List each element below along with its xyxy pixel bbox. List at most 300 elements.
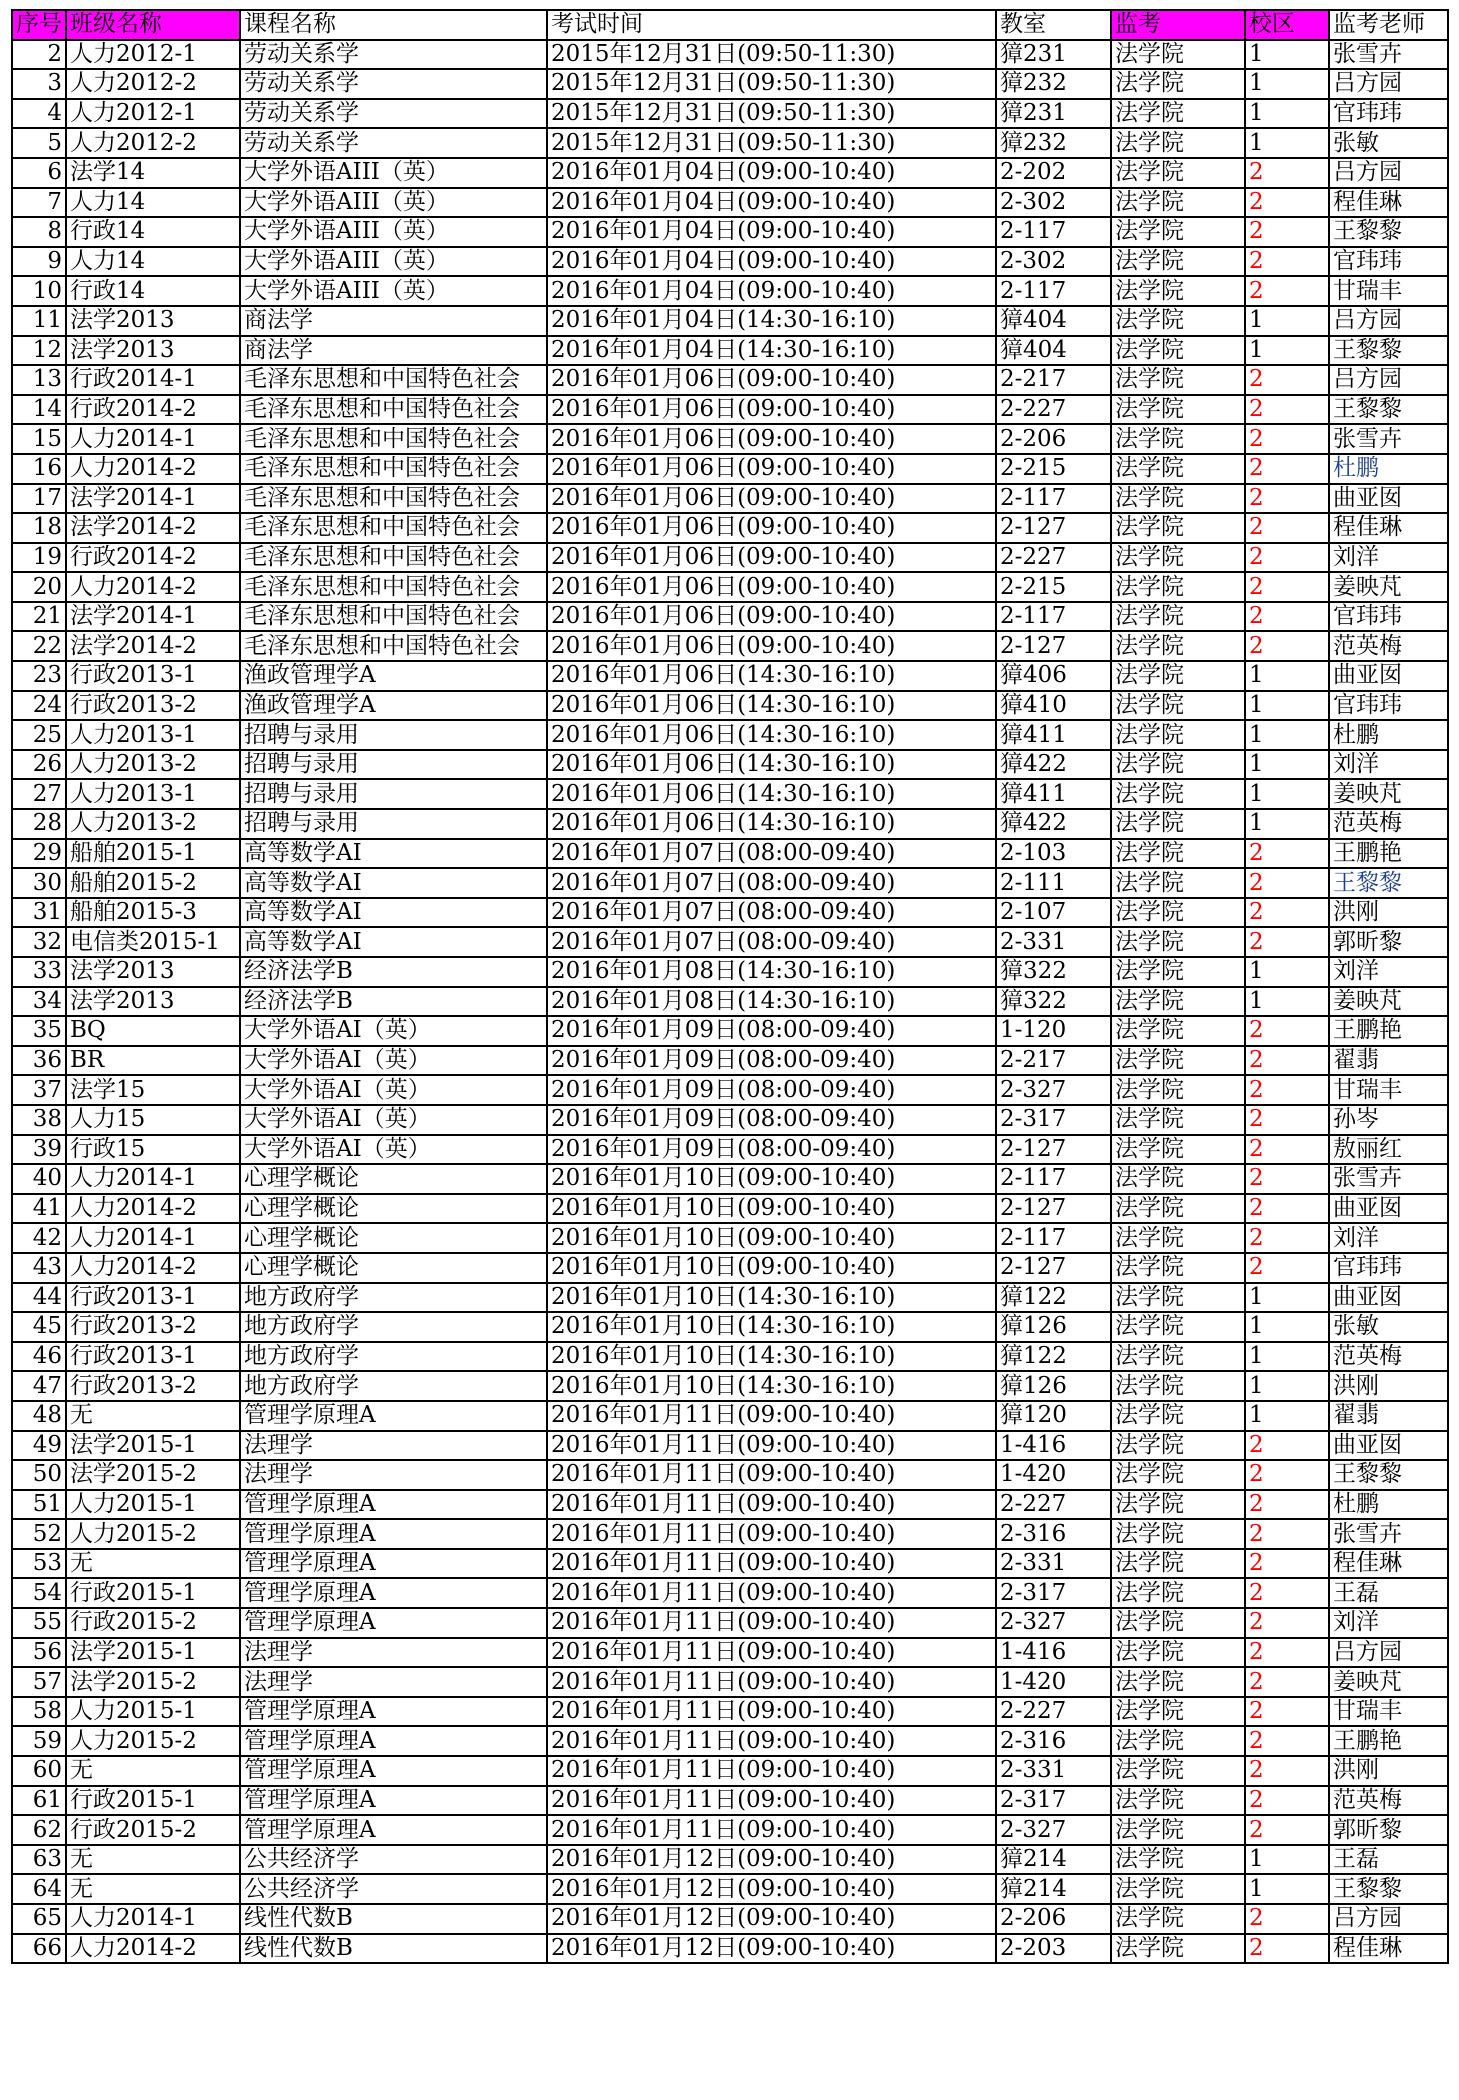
cell-proctor-unit: 法学院 (1111, 957, 1245, 987)
cell-time: 2016年01月09日(08:00-09:40) (547, 1046, 996, 1076)
table-row (12, 128, 1448, 158)
table-row (12, 691, 1448, 721)
table-row (12, 631, 1448, 661)
cell-proctor-unit: 法学院 (1111, 1934, 1245, 1964)
cell-room: 2-316 (996, 1726, 1111, 1756)
cell-class: 人力2015-2 (66, 1726, 240, 1756)
cell-room: 獐404 (996, 336, 1111, 366)
table-row (12, 1697, 1448, 1727)
cell-teacher: 杜鹏 (1329, 454, 1448, 484)
cell-course: 大学外语AIII（英） (240, 247, 547, 277)
cell-course: 地方政府学 (240, 1342, 547, 1372)
cell-campus: 1 (1245, 809, 1329, 839)
cell-class: 法学2013 (66, 957, 240, 987)
cell-time: 2016年01月06日(14:30-16:10) (547, 661, 996, 691)
cell-seq: 12 (12, 336, 66, 366)
cell-seq: 26 (12, 750, 66, 780)
cell-teacher: 姜映芃 (1329, 1667, 1448, 1697)
cell-seq: 49 (12, 1431, 66, 1461)
cell-campus: 2 (1245, 217, 1329, 247)
cell-campus: 2 (1245, 572, 1329, 602)
cell-class: 人力2014-1 (66, 1164, 240, 1194)
cell-teacher: 程佳琳 (1329, 188, 1448, 218)
table-row (12, 395, 1448, 425)
cell-teacher: 甘瑞丰 (1329, 1075, 1448, 1105)
cell-campus: 1 (1245, 1283, 1329, 1313)
cell-course: 管理学原理A (240, 1726, 547, 1756)
cell-proctor-unit: 法学院 (1111, 1016, 1245, 1046)
cell-campus: 2 (1245, 839, 1329, 869)
cell-teacher: 刘洋 (1329, 1223, 1448, 1253)
cell-teacher: 刘洋 (1329, 543, 1448, 573)
cell-course: 管理学原理A (240, 1786, 547, 1816)
cell-seq: 50 (12, 1460, 66, 1490)
cell-campus: 1 (1245, 128, 1329, 158)
cell-campus: 2 (1245, 1934, 1329, 1964)
table-row (12, 987, 1448, 1017)
cell-seq: 20 (12, 572, 66, 602)
cell-class: BQ (66, 1016, 240, 1046)
cell-campus: 2 (1245, 158, 1329, 188)
cell-course: 毛泽东思想和中国特色社会 (240, 484, 547, 514)
cell-seq: 66 (12, 1934, 66, 1964)
cell-campus: 2 (1245, 602, 1329, 632)
cell-teacher: 吕方园 (1329, 365, 1448, 395)
table-row (12, 1105, 1448, 1135)
cell-time: 2016年01月11日(09:00-10:40) (547, 1490, 996, 1520)
cell-class: 电信类2015-1 (66, 927, 240, 957)
cell-course: 招聘与录用 (240, 750, 547, 780)
cell-campus: 2 (1245, 276, 1329, 306)
cell-class: 法学2015-2 (66, 1460, 240, 1490)
cell-campus: 1 (1245, 1371, 1329, 1401)
cell-course: 地方政府学 (240, 1371, 547, 1401)
table-row (12, 1194, 1448, 1224)
header-class: 班级名称 (66, 10, 240, 40)
cell-campus: 1 (1245, 40, 1329, 70)
cell-teacher: 曲亚囡 (1329, 1283, 1448, 1313)
cell-proctor-unit: 法学院 (1111, 661, 1245, 691)
cell-room: 獐411 (996, 720, 1111, 750)
cell-time: 2016年01月06日(14:30-16:10) (547, 720, 996, 750)
cell-room: 獐322 (996, 957, 1111, 987)
cell-proctor-unit: 法学院 (1111, 987, 1245, 1017)
cell-teacher: 王黎黎 (1329, 336, 1448, 366)
table-row (12, 454, 1448, 484)
cell-room: 2-227 (996, 543, 1111, 573)
cell-course: 管理学原理A (240, 1490, 547, 1520)
cell-time: 2016年01月04日(14:30-16:10) (547, 336, 996, 366)
table-row (12, 1904, 1448, 1934)
cell-class: 人力14 (66, 247, 240, 277)
cell-proctor-unit: 法学院 (1111, 1756, 1245, 1786)
cell-time: 2016年01月11日(09:00-10:40) (547, 1697, 996, 1727)
cell-seq: 46 (12, 1342, 66, 1372)
cell-room: 2-327 (996, 1608, 1111, 1638)
cell-campus: 2 (1245, 1608, 1329, 1638)
cell-class: 行政2014-1 (66, 365, 240, 395)
cell-room: 1-420 (996, 1460, 1111, 1490)
cell-class: 行政14 (66, 276, 240, 306)
cell-room: 2-331 (996, 1756, 1111, 1786)
cell-time: 2016年01月11日(09:00-10:40) (547, 1460, 996, 1490)
exam-schedule-table (11, 9, 1449, 1964)
cell-course: 法理学 (240, 1431, 547, 1461)
cell-room: 1-420 (996, 1667, 1111, 1697)
table-row (12, 1283, 1448, 1313)
cell-teacher: 张雪卉 (1329, 1519, 1448, 1549)
cell-time: 2016年01月09日(08:00-09:40) (547, 1016, 996, 1046)
cell-class: 人力14 (66, 188, 240, 218)
cell-room: 獐410 (996, 691, 1111, 721)
cell-seq: 42 (12, 1223, 66, 1253)
cell-teacher: 吕方园 (1329, 1904, 1448, 1934)
cell-class: 人力2013-1 (66, 779, 240, 809)
table-row (12, 1371, 1448, 1401)
cell-campus: 2 (1245, 1815, 1329, 1845)
cell-class: 行政2013-2 (66, 1312, 240, 1342)
cell-course: 渔政管理学A (240, 661, 547, 691)
cell-teacher: 郭昕黎 (1329, 1815, 1448, 1845)
cell-room: 2-327 (996, 1075, 1111, 1105)
cell-proctor-unit: 法学院 (1111, 543, 1245, 573)
cell-room: 獐231 (996, 40, 1111, 70)
cell-campus: 2 (1245, 1490, 1329, 1520)
cell-room: 2-227 (996, 1697, 1111, 1727)
cell-course: 毛泽东思想和中国特色社会 (240, 631, 547, 661)
cell-time: 2016年01月07日(08:00-09:40) (547, 868, 996, 898)
cell-class: 行政2013-1 (66, 661, 240, 691)
cell-proctor-unit: 法学院 (1111, 454, 1245, 484)
cell-time: 2016年01月06日(14:30-16:10) (547, 809, 996, 839)
cell-proctor-unit: 法学院 (1111, 1667, 1245, 1697)
cell-time: 2016年01月11日(09:00-10:40) (547, 1519, 996, 1549)
table-row (12, 1460, 1448, 1490)
cell-seq: 40 (12, 1164, 66, 1194)
cell-time: 2016年01月06日(09:00-10:40) (547, 424, 996, 454)
cell-proctor-unit: 法学院 (1111, 424, 1245, 454)
cell-campus: 2 (1245, 1223, 1329, 1253)
cell-time: 2016年01月09日(08:00-09:40) (547, 1105, 996, 1135)
cell-course: 管理学原理A (240, 1756, 547, 1786)
table-row (12, 1401, 1448, 1431)
cell-campus: 2 (1245, 1904, 1329, 1934)
table-row (12, 1490, 1448, 1520)
cell-class: 行政2013-2 (66, 691, 240, 721)
cell-proctor-unit: 法学院 (1111, 188, 1245, 218)
cell-room: 2-317 (996, 1578, 1111, 1608)
cell-proctor-unit: 法学院 (1111, 158, 1245, 188)
cell-time: 2016年01月10日(14:30-16:10) (547, 1371, 996, 1401)
cell-teacher: 甘瑞丰 (1329, 1697, 1448, 1727)
cell-teacher: 王黎黎 (1329, 395, 1448, 425)
cell-proctor-unit: 法学院 (1111, 217, 1245, 247)
cell-room: 獐322 (996, 987, 1111, 1017)
cell-teacher: 姜映芃 (1329, 572, 1448, 602)
cell-teacher: 敖丽红 (1329, 1135, 1448, 1165)
header-seq: 序号 (12, 10, 66, 40)
table-row (12, 1578, 1448, 1608)
cell-teacher: 刘洋 (1329, 957, 1448, 987)
cell-teacher: 吕方园 (1329, 158, 1448, 188)
cell-proctor-unit: 法学院 (1111, 1638, 1245, 1668)
cell-campus: 2 (1245, 1194, 1329, 1224)
cell-course: 管理学原理A (240, 1815, 547, 1845)
cell-room: 2-317 (996, 1786, 1111, 1816)
cell-class: 法学2015-1 (66, 1638, 240, 1668)
cell-seq: 52 (12, 1519, 66, 1549)
cell-campus: 2 (1245, 454, 1329, 484)
cell-seq: 17 (12, 484, 66, 514)
header-proctor-unit: 监考 (1111, 10, 1245, 40)
cell-time: 2016年01月08日(14:30-16:10) (547, 987, 996, 1017)
cell-room: 2-217 (996, 365, 1111, 395)
cell-campus: 2 (1245, 1016, 1329, 1046)
cell-class: 人力2014-2 (66, 1934, 240, 1964)
cell-time: 2016年01月06日(14:30-16:10) (547, 691, 996, 721)
cell-time: 2016年01月06日(09:00-10:40) (547, 602, 996, 632)
cell-course: 劳动关系学 (240, 69, 547, 99)
cell-time: 2016年01月11日(09:00-10:40) (547, 1815, 996, 1845)
cell-room: 2-117 (996, 217, 1111, 247)
table-row (12, 1253, 1448, 1283)
cell-room: 2-215 (996, 454, 1111, 484)
cell-campus: 2 (1245, 1578, 1329, 1608)
cell-campus: 2 (1245, 513, 1329, 543)
cell-proctor-unit: 法学院 (1111, 1164, 1245, 1194)
cell-proctor-unit: 法学院 (1111, 1578, 1245, 1608)
cell-seq: 38 (12, 1105, 66, 1135)
cell-time: 2016年01月04日(09:00-10:40) (547, 158, 996, 188)
cell-room: 獐422 (996, 809, 1111, 839)
cell-proctor-unit: 法学院 (1111, 898, 1245, 928)
cell-room: 2-206 (996, 1904, 1111, 1934)
cell-seq: 62 (12, 1815, 66, 1845)
header-campus: 校区 (1245, 10, 1329, 40)
cell-time: 2016年01月04日(14:30-16:10) (547, 306, 996, 336)
cell-course: 管理学原理A (240, 1549, 547, 1579)
table-row (12, 40, 1448, 70)
cell-proctor-unit: 法学院 (1111, 1608, 1245, 1638)
cell-teacher: 张雪卉 (1329, 1164, 1448, 1194)
cell-time: 2015年12月31日(09:50-11:30) (547, 40, 996, 70)
cell-time: 2016年01月11日(09:00-10:40) (547, 1786, 996, 1816)
cell-room: 2-127 (996, 513, 1111, 543)
cell-course: 毛泽东思想和中国特色社会 (240, 395, 547, 425)
cell-campus: 2 (1245, 1164, 1329, 1194)
cell-room: 獐406 (996, 661, 1111, 691)
cell-seq: 43 (12, 1253, 66, 1283)
cell-campus: 1 (1245, 987, 1329, 1017)
cell-course: 招聘与录用 (240, 809, 547, 839)
cell-course: 毛泽东思想和中国特色社会 (240, 513, 547, 543)
cell-seq: 59 (12, 1726, 66, 1756)
cell-room: 獐411 (996, 779, 1111, 809)
cell-campus: 2 (1245, 395, 1329, 425)
cell-teacher: 翟翡 (1329, 1046, 1448, 1076)
cell-class: 人力2013-2 (66, 750, 240, 780)
table-row (12, 602, 1448, 632)
cell-proctor-unit: 法学院 (1111, 1075, 1245, 1105)
cell-proctor-unit: 法学院 (1111, 395, 1245, 425)
cell-class: BR (66, 1046, 240, 1076)
cell-campus: 2 (1245, 927, 1329, 957)
header-time: 考试时间 (547, 10, 996, 40)
cell-course: 毛泽东思想和中国特色社会 (240, 454, 547, 484)
cell-proctor-unit: 法学院 (1111, 484, 1245, 514)
cell-course: 经济法学B (240, 957, 547, 987)
cell-seq: 36 (12, 1046, 66, 1076)
cell-seq: 55 (12, 1608, 66, 1638)
cell-proctor-unit: 法学院 (1111, 513, 1245, 543)
cell-room: 獐214 (996, 1845, 1111, 1875)
header-course: 课程名称 (240, 10, 547, 40)
cell-proctor-unit: 法学院 (1111, 572, 1245, 602)
table-row (12, 957, 1448, 987)
cell-course: 毛泽东思想和中国特色社会 (240, 543, 547, 573)
cell-room: 獐122 (996, 1342, 1111, 1372)
cell-proctor-unit: 法学院 (1111, 1815, 1245, 1845)
table-row (12, 1342, 1448, 1372)
cell-seq: 3 (12, 69, 66, 99)
cell-seq: 6 (12, 158, 66, 188)
cell-time: 2016年01月10日(09:00-10:40) (547, 1194, 996, 1224)
cell-course: 心理学概论 (240, 1253, 547, 1283)
cell-room: 2-331 (996, 1549, 1111, 1579)
cell-seq: 8 (12, 217, 66, 247)
cell-proctor-unit: 法学院 (1111, 69, 1245, 99)
cell-seq: 25 (12, 720, 66, 750)
cell-room: 2-302 (996, 247, 1111, 277)
cell-proctor-unit: 法学院 (1111, 1105, 1245, 1135)
cell-proctor-unit: 法学院 (1111, 1549, 1245, 1579)
cell-room: 獐120 (996, 1401, 1111, 1431)
cell-proctor-unit: 法学院 (1111, 1253, 1245, 1283)
cell-teacher: 范英梅 (1329, 1342, 1448, 1372)
cell-class: 行政2015-1 (66, 1578, 240, 1608)
cell-teacher: 王黎黎 (1329, 1460, 1448, 1490)
cell-class: 法学2014-1 (66, 602, 240, 632)
cell-class: 人力2014-2 (66, 1253, 240, 1283)
cell-room: 2-127 (996, 631, 1111, 661)
cell-campus: 1 (1245, 306, 1329, 336)
cell-proctor-unit: 法学院 (1111, 720, 1245, 750)
cell-campus: 2 (1245, 543, 1329, 573)
table-row (12, 365, 1448, 395)
table-row (12, 424, 1448, 454)
cell-class: 人力2012-1 (66, 99, 240, 129)
cell-room: 2-302 (996, 188, 1111, 218)
cell-course: 地方政府学 (240, 1312, 547, 1342)
cell-teacher: 王鹏艳 (1329, 1016, 1448, 1046)
table-row (12, 1756, 1448, 1786)
cell-course: 法理学 (240, 1667, 547, 1697)
cell-time: 2015年12月31日(09:50-11:30) (547, 99, 996, 129)
cell-room: 2-117 (996, 602, 1111, 632)
cell-room: 2-103 (996, 839, 1111, 869)
cell-campus: 2 (1245, 365, 1329, 395)
cell-room: 獐126 (996, 1371, 1111, 1401)
cell-course: 渔政管理学A (240, 691, 547, 721)
cell-teacher: 洪刚 (1329, 898, 1448, 928)
cell-teacher: 刘洋 (1329, 1608, 1448, 1638)
table-row (12, 868, 1448, 898)
cell-proctor-unit: 法学院 (1111, 1697, 1245, 1727)
cell-proctor-unit: 法学院 (1111, 1194, 1245, 1224)
table-row (12, 188, 1448, 218)
cell-class: 法学2013 (66, 987, 240, 1017)
cell-teacher: 王磊 (1329, 1578, 1448, 1608)
cell-campus: 2 (1245, 1075, 1329, 1105)
cell-seq: 33 (12, 957, 66, 987)
cell-proctor-unit: 法学院 (1111, 1431, 1245, 1461)
cell-seq: 24 (12, 691, 66, 721)
table-row (12, 1786, 1448, 1816)
cell-class: 行政15 (66, 1135, 240, 1165)
cell-proctor-unit: 法学院 (1111, 631, 1245, 661)
cell-course: 心理学概论 (240, 1164, 547, 1194)
cell-seq: 61 (12, 1786, 66, 1816)
cell-course: 大学外语AIII（英） (240, 217, 547, 247)
cell-time: 2016年01月11日(09:00-10:40) (547, 1638, 996, 1668)
cell-time: 2016年01月11日(09:00-10:40) (547, 1726, 996, 1756)
table-row (12, 247, 1448, 277)
cell-proctor-unit: 法学院 (1111, 839, 1245, 869)
cell-proctor-unit: 法学院 (1111, 1371, 1245, 1401)
cell-time: 2016年01月10日(14:30-16:10) (547, 1342, 996, 1372)
cell-campus: 2 (1245, 1667, 1329, 1697)
cell-room: 獐232 (996, 69, 1111, 99)
cell-teacher: 程佳琳 (1329, 1549, 1448, 1579)
cell-time: 2016年01月11日(09:00-10:40) (547, 1578, 996, 1608)
cell-class: 人力2012-2 (66, 128, 240, 158)
cell-teacher: 姜映芃 (1329, 987, 1448, 1017)
cell-campus: 1 (1245, 69, 1329, 99)
table-row (12, 1223, 1448, 1253)
cell-class: 法学2015-2 (66, 1667, 240, 1697)
cell-class: 法学2014-2 (66, 513, 240, 543)
cell-seq: 14 (12, 395, 66, 425)
cell-course: 大学外语AIII（英） (240, 188, 547, 218)
cell-time: 2016年01月06日(09:00-10:40) (547, 365, 996, 395)
cell-room: 1-120 (996, 1016, 1111, 1046)
cell-room: 2-316 (996, 1519, 1111, 1549)
table-row (12, 1046, 1448, 1076)
cell-class: 人力2014-1 (66, 424, 240, 454)
cell-room: 2-317 (996, 1105, 1111, 1135)
cell-time: 2016年01月10日(09:00-10:40) (547, 1253, 996, 1283)
cell-course: 心理学概论 (240, 1194, 547, 1224)
cell-class: 人力2014-2 (66, 454, 240, 484)
cell-campus: 1 (1245, 1845, 1329, 1875)
cell-campus: 2 (1245, 247, 1329, 277)
cell-class: 法学14 (66, 158, 240, 188)
cell-time: 2016年01月06日(09:00-10:40) (547, 395, 996, 425)
cell-campus: 1 (1245, 1874, 1329, 1904)
cell-campus: 1 (1245, 661, 1329, 691)
cell-proctor-unit: 法学院 (1111, 1460, 1245, 1490)
cell-course: 毛泽东思想和中国特色社会 (240, 602, 547, 632)
cell-campus: 2 (1245, 1135, 1329, 1165)
cell-time: 2016年01月10日(09:00-10:40) (547, 1164, 996, 1194)
cell-time: 2016年01月11日(09:00-10:40) (547, 1401, 996, 1431)
cell-teacher: 王鹏艳 (1329, 839, 1448, 869)
cell-course: 法理学 (240, 1460, 547, 1490)
table-row (12, 217, 1448, 247)
cell-course: 毛泽东思想和中国特色社会 (240, 572, 547, 602)
cell-class: 行政2014-2 (66, 543, 240, 573)
cell-seq: 51 (12, 1490, 66, 1520)
